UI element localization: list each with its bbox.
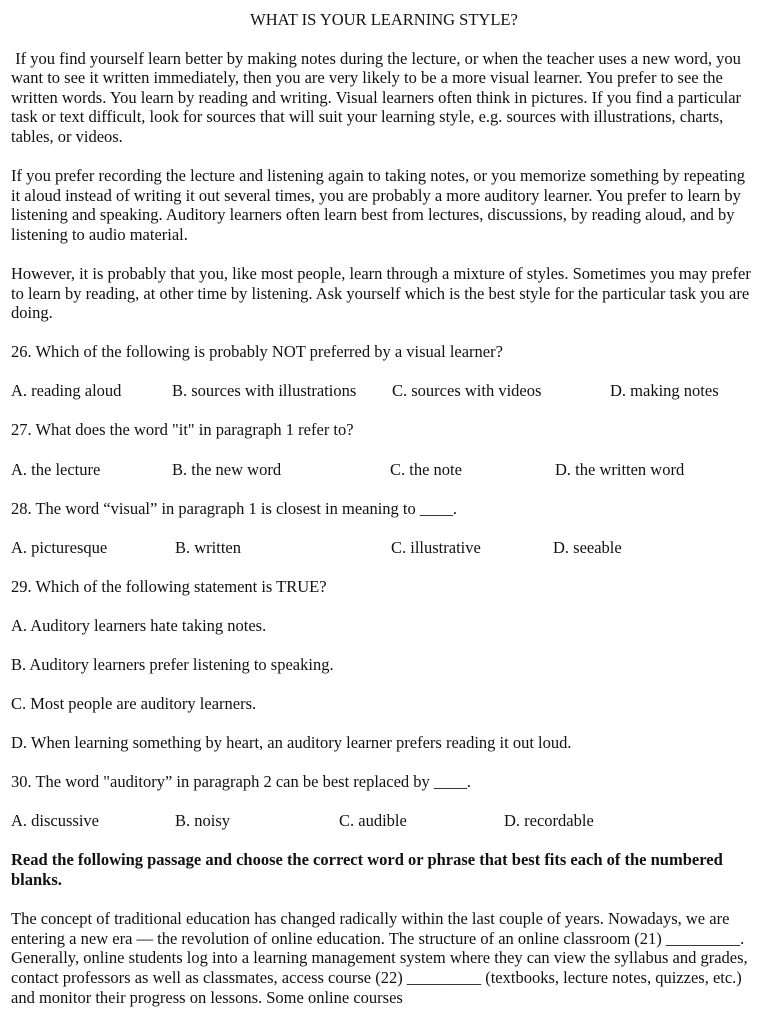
option-d: D. the written word xyxy=(555,459,685,479)
question-28-options xyxy=(11,538,757,558)
option-d: D. seeable xyxy=(553,537,622,557)
cloze-passage: The concept of traditional education has changed radically within the last couple of years. Nowadays, we are entering a new era — the revolution of online education. The structure of an online classroom (21) _________. Generally, online students log into a learning management system where they can view the syllabus and grades, contact professors as well as classmates, access course (22) _________ (textbooks, lecture notes, quizzes, etc.) and monitor their progress on lessons. Some online courses xyxy=(11,909,748,1007)
question-28: 28. The word “visual” in paragraph 1 is closest in meaning to ____. xyxy=(11,498,458,518)
paragraph-3: However, it is probably that you, like most people, learn through a mixture of styles. Sometimes you may prefer to learn by reading, at other time by listening. Ask yourself which is the best style for the particular task you are doing. xyxy=(11,263,751,323)
option-c: C. illustrative xyxy=(391,537,481,557)
page-title: WHAT IS YOUR LEARNING STYLE? xyxy=(250,10,518,29)
question-27-options xyxy=(11,460,757,480)
option-c: C. audible xyxy=(339,811,407,831)
paragraph-1: If you find yourself learn better by making notes during the lecture, or when the teacher uses a new word, you want to see it written immediately, then you are very likely to be a more visual learner. You prefer to see the written words. You learn by reading and writing. Visual learners often think in pictures. If you find a particular task or text difficult, look for sources that will suit your learning style, e.g. sources with illustrations, charts, tables, or videos. xyxy=(11,48,746,146)
option-a: A. reading aloud xyxy=(11,381,122,401)
option-b: B. noisy xyxy=(175,811,231,831)
question-29: 29. Which of the following statement is TRUE? xyxy=(11,576,327,596)
option-a: A. Auditory learners hate taking notes. xyxy=(11,615,267,635)
option-b: B. sources with illustrations xyxy=(172,381,357,401)
option-c: C. Most people are auditory learners. xyxy=(11,694,257,714)
paragraph-2: If you prefer recording the lecture and listening again to taking notes, or you memorize something by repeating it aloud instead of writing it out several times, you are probably a more auditory learner. You prefer to learn by listening and speaking. Auditory learners often learn best from lectures, discussions, by reading aloud, and by listening to audio material. xyxy=(11,166,746,244)
question-26: 26. Which of the following is probably NOT preferred by a visual learner? xyxy=(11,342,503,362)
section-instruction: Read the following passage and choose the correct word or phrase that best fits each of the numbered blanks. xyxy=(11,850,723,890)
option-d: D. When learning something by heart, an auditory learner prefers reading it out loud. xyxy=(11,733,572,753)
option-a: A. the lecture xyxy=(11,459,101,479)
question-30: 30. The word "auditory” in paragraph 2 can be best replaced by ____. xyxy=(11,772,472,792)
option-c: C. the note xyxy=(390,459,462,479)
question-26-options xyxy=(11,381,757,401)
option-c: C. sources with videos xyxy=(392,381,542,401)
option-b: B. the new word xyxy=(172,459,282,479)
question-27: 27. What does the word "it" in paragraph 1 refer to? xyxy=(11,420,354,440)
option-b: B. Auditory learners prefer listening to speaking. xyxy=(11,654,334,674)
option-a: A. discussive xyxy=(11,811,99,831)
option-a: A. picturesque xyxy=(11,537,108,557)
question-30-options xyxy=(11,811,757,831)
option-d: D. recordable xyxy=(504,811,594,831)
option-d: D. making notes xyxy=(610,381,719,401)
option-b: B. written xyxy=(175,537,241,557)
